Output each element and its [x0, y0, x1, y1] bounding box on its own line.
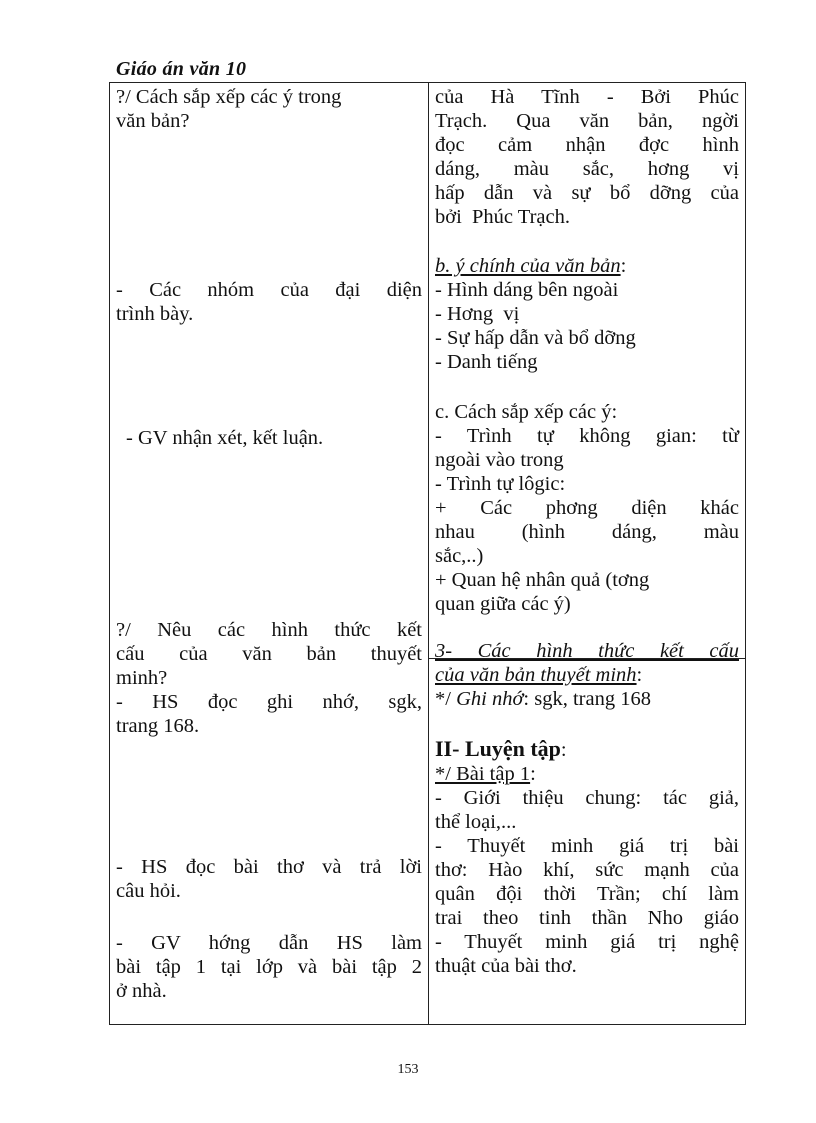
section-luyen-tap: [435, 737, 739, 978]
section-3-heading: 3- Các hình thức kết cấu: [435, 640, 739, 662]
question-arrangement: [116, 85, 422, 133]
question-structure: [116, 618, 422, 738]
ghi-nho-rest: : sgk, trang 168: [523, 688, 651, 710]
list-item: + Quan hệ nhân quả (tơng: [435, 569, 650, 591]
text-line: trình bày.: [116, 303, 194, 325]
text-line: minh?: [116, 667, 168, 689]
group-presentation: [116, 278, 422, 326]
section-b-colon: :: [620, 255, 627, 277]
text-line: cấu của văn bản thuyết: [116, 643, 422, 665]
list-item: - Sự hấp dẫn và bổ dỡng: [435, 327, 636, 349]
list-item: - Trình tự không gian: từ: [435, 425, 739, 447]
list-item: - Danh tiếng: [435, 351, 538, 373]
section-3-heading-cont: của văn bản thuyết minh: [435, 664, 637, 686]
list-item: + Các phơng diện khác: [435, 497, 739, 519]
list-item: sắc,..): [435, 545, 484, 567]
section-c-heading: c. Cách sắp xếp các ý:: [435, 401, 618, 423]
text-line: hấp dẫn và sự bổ dỡng của: [435, 182, 739, 204]
lesson-table: [109, 82, 746, 1025]
list-item: thơ: Hào khí, sức mạnh của: [435, 859, 739, 881]
section-c: [435, 400, 739, 616]
text-line: - HS đọc ghi nhớ, sgk,: [116, 691, 422, 713]
list-item: - Hơng vị: [435, 303, 520, 325]
text-line: bài tập 1 tại lớp và bài tập 2: [116, 956, 422, 978]
text-line: dáng, màu sắc, hơng vị: [435, 158, 739, 180]
list-item: trai theo tinh thần Nho giáo: [435, 907, 739, 929]
ghi-nho-prefix: */: [435, 688, 457, 710]
text-line: - GV hớng dẫn HS làm: [116, 932, 422, 954]
list-item: quân đội thời Trần; chí làm: [435, 883, 739, 905]
luyen-tap-heading: II- Luyện tập: [435, 736, 561, 761]
list-item: - Trình tự lôgic:: [435, 473, 566, 495]
list-item: thuật của bài thơ.: [435, 955, 577, 977]
gv-conclusion: [126, 426, 432, 450]
text-line: ?/ Nêu các hình thức kết: [116, 619, 422, 641]
section-3-colon: :: [636, 664, 643, 686]
text-line: - HS đọc bài thơ và trả lời: [116, 856, 422, 878]
list-item: nhau (hình dáng, màu: [435, 521, 739, 543]
section-3: [435, 639, 739, 711]
text-line: ?/ Cách sắp xếp các ý trong: [116, 86, 342, 108]
text-line: đọc cảm nhận đợc hình: [435, 134, 739, 156]
text-line: - GV nhận xét, kết luận.: [126, 427, 324, 449]
list-item: - Thuyết minh giá trị bài: [435, 835, 739, 857]
list-item: - Hình dáng bên ngoài: [435, 279, 619, 301]
page-header-title: Giáo án văn 10: [116, 58, 247, 80]
luyen-tap-colon: :: [560, 739, 567, 761]
page-number: 153: [397, 1062, 419, 1077]
ghi-nho-label: Ghi nhớ: [456, 688, 524, 710]
list-item: thể loại,...: [435, 811, 517, 833]
text-line: bởi Phúc Trạch.: [435, 206, 570, 228]
bai-tap-heading: */ Bài tập 1: [435, 763, 531, 785]
list-item: - Giới thiệu chung: tác giả,: [435, 787, 739, 809]
text-line: câu hỏi.: [116, 880, 181, 902]
text-line: của Hà Tĩnh - Bởi Phúc: [435, 86, 739, 108]
column-divider: [428, 83, 429, 1024]
list-item: ngoài vào trong: [435, 449, 564, 471]
text-line: - Các nhóm của đại diện: [116, 279, 422, 301]
hs-read-poem: [116, 855, 422, 903]
text-line: ở nhà.: [116, 980, 167, 1002]
bai-tap-colon: :: [530, 763, 536, 785]
text-line: văn bản?: [116, 110, 190, 132]
section-b-heading: b. ý chính của văn bản: [435, 255, 621, 277]
intro-paragraph: [435, 85, 739, 229]
list-item: quan giữa các ý): [435, 593, 571, 615]
gv-guide-exercise: [116, 931, 422, 1003]
text-line: trang 168.: [116, 715, 200, 737]
text-line: Trạch. Qua văn bản, ngời: [435, 110, 739, 132]
list-item: - Thuyết minh giá trị nghệ: [435, 931, 739, 953]
section-b: [435, 254, 739, 374]
